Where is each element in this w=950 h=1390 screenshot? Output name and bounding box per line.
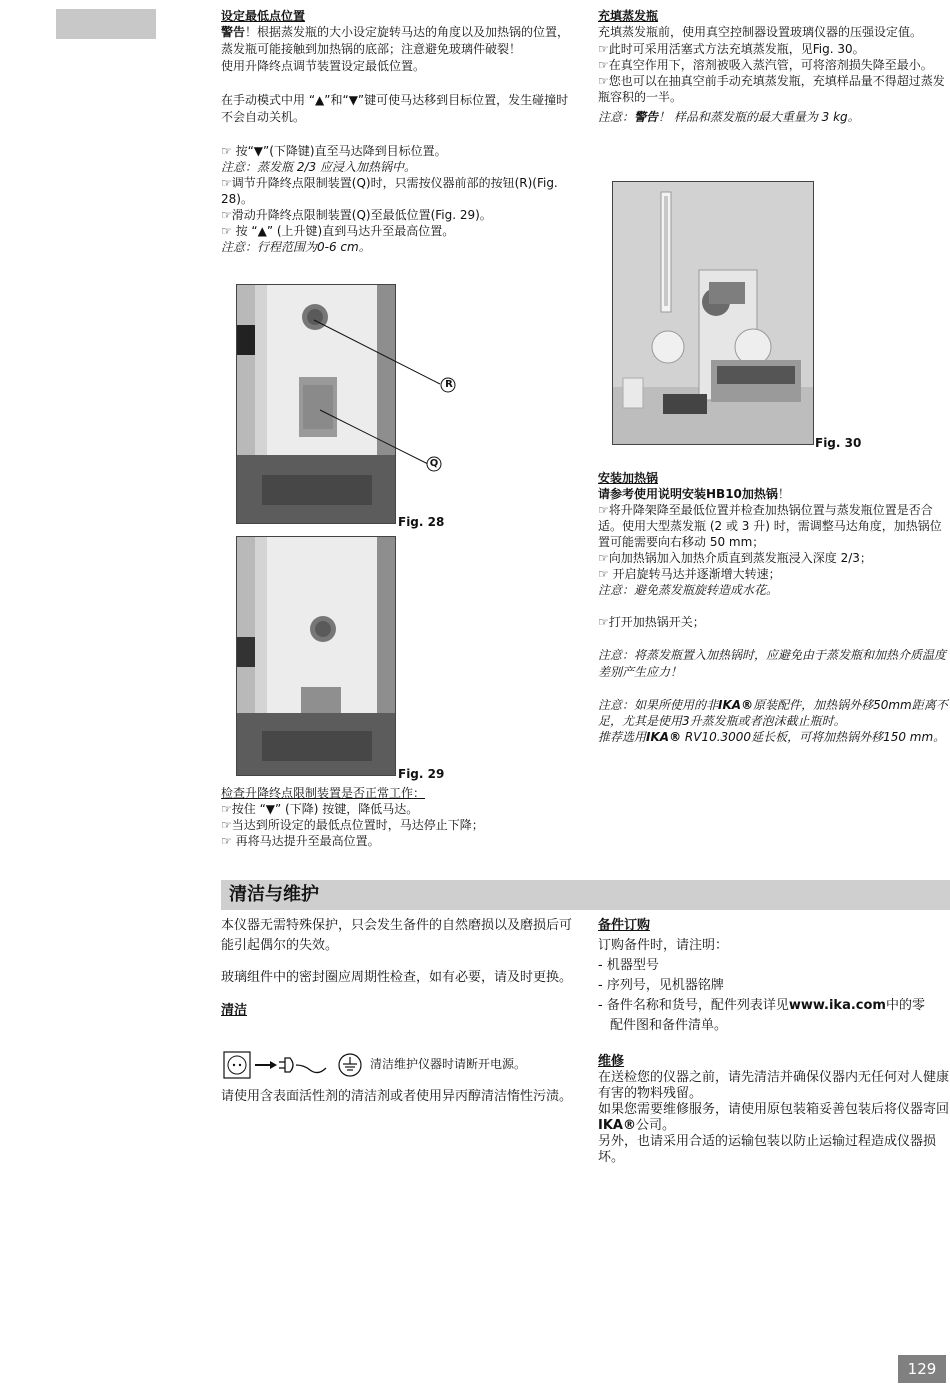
parts-item-name: - 备件名称和货号，配件列表详见www.ika.com中的零: [598, 998, 925, 1013]
header-tab: [56, 9, 156, 39]
fill-intro: 充填蒸发瓶前，使用真空控制器设置玻璃仪器的压强设定值。: [598, 25, 923, 39]
heater-bullet-4: ☞打开加热锅开关；: [598, 615, 705, 629]
maintenance-intro: 本仪器无需特殊保护，只会发生备件的自然磨损以及磨损后可能引起偶尔的失效。: [221, 918, 573, 953]
fig29-label: Fig. 29: [398, 767, 445, 781]
section-header-bar: [221, 880, 950, 910]
heater-note-stress: 注意：将蒸发瓶置入加热锅时，应避免由于蒸发瓶和加热介质温度差别产生应力！: [598, 648, 947, 679]
heading-repair: 维修: [598, 1054, 625, 1069]
step-slide: ☞滑动升降终点限制装置(Q)至最低位置(Fig. 29)。: [221, 208, 492, 222]
fig28-callouts: [300, 300, 460, 480]
heater-subheading: 请参考使用说明安装HB10加热锅！: [598, 487, 790, 501]
check-block: [221, 785, 581, 849]
repair-block: [598, 1054, 950, 1166]
fig29-photo: [236, 536, 396, 776]
cleaning-text: 请使用含表面活性剂的清洁剂或者使用异丙醇清洁惰性污渍。: [221, 1089, 573, 1104]
heading-install-heater: 安装加热锅: [598, 471, 659, 485]
fig30-label: Fig. 30: [815, 436, 862, 450]
heater-note-offset: 注意：如果所使用的非IKA®原装配件，加热锅外移50mm距离不足，尤其是使用3升蒸发瓶或者泡沫截止瓶时。: [598, 698, 948, 728]
fig28-label: Fig. 28: [398, 515, 445, 529]
cleaning-text-block: [221, 1088, 581, 1105]
heading-cleaning: 清洁: [221, 1003, 248, 1018]
warning-paragraph: 警告！根据蒸发瓶的大小设定旋转马达的角度以及加热锅的位置，蒸发瓶可能接触到加热锅的底部；注意避免玻璃件破裂！: [221, 25, 570, 56]
step-adjust: ☞调节升降终点限制装置(Q)时，只需按仪器前部的按钮(R)(Fig. 28)。: [221, 176, 558, 206]
manual-mode-text: 在手动模式中用 “▲”和“▼”键可使马达移到目标位置，发生碰撞时不会自动关机。: [221, 93, 569, 124]
step-down: ☞ 按“▼”(下降键)直至马达降到目标位置。: [221, 144, 447, 158]
section-title: 清洁与维护: [229, 884, 319, 905]
heading-fill-flask: 充填蒸发瓶: [598, 9, 659, 23]
right-column: [598, 8, 950, 125]
heater-bullet-3: ☞ 开启旋转马达并逐渐增大转速；: [598, 567, 781, 581]
fig29-device-illustration: [237, 537, 395, 775]
unplug-symbol-icon: [222, 1050, 367, 1080]
fill-bullet-2: ☞在真空作用下，溶剂被吸入蒸汽管，可将溶剂损失降至最小。: [598, 58, 933, 72]
fig28-callout-q: Q: [429, 458, 439, 469]
heater-note-splash: 注意：避免蒸发瓶旋转造成水花。: [598, 583, 779, 597]
page-number: 129: [898, 1355, 946, 1383]
check-step-2: ☞当达到所设定的最低点位置时，马达停止下降；: [221, 818, 484, 832]
heading-min-position: 设定最低点位置: [221, 9, 306, 23]
heater-note-recommend: 推荐选用IKA® RV10.3000延长板，可将加热锅外移150 mm。: [598, 730, 946, 744]
heater-block: [598, 470, 950, 745]
fill-note: 注意：警告！ 样品和蒸发瓶的最大重量为 3 kg。: [598, 110, 860, 124]
maintenance-right: [598, 916, 950, 1036]
maintenance-left: [221, 916, 576, 1020]
power-disconnect-note: 清洁维护仪器时请断开电源。: [370, 1057, 527, 1071]
repair-text-1: 在送检您的仪器之前，请先清洁并确保仪器内无任何对人健康有害的物料残留。: [598, 1070, 950, 1101]
fig30-rotary-evaporator-illustration: [613, 182, 813, 444]
heater-bullet-2: ☞向加热锅加入加热介质直到蒸发瓶浸入深度 2/3；: [598, 551, 872, 565]
heading-spare-parts: 备件订购: [598, 918, 651, 933]
check-step-3: ☞ 再将马达提升至最高位置。: [221, 834, 380, 848]
parts-intro: 订购备件时，请注明：: [598, 938, 729, 953]
repair-text-2: 如果您需要维修服务，请使用原包装箱妥善包装后将仪器寄回IKA®公司。: [598, 1102, 950, 1133]
heater-bullet-1: ☞将升降架降至最低位置并检查加热锅位置与蒸发瓶位置是否合适。使用大型蒸发瓶 (2 或 3 升) 时，需调整马达角度，加热锅位置可能需要向右移动 50 mm；: [598, 503, 942, 549]
fill-bullet-3: ☞您也可以在抽真空前手动充填蒸发瓶，充填样品量不得超过蒸发瓶容积的一半。: [598, 74, 945, 104]
use-limit-line: 使用升降终点调节装置设定最低位置。: [221, 59, 426, 73]
fig30-photo: [612, 181, 814, 445]
fill-bullet-1: ☞此时可采用活塞式方法充填蒸发瓶，见Fig. 30。: [598, 42, 865, 56]
parts-item-name-cont: 配件图和备件清单。: [610, 1018, 728, 1033]
repair-text-3: 另外，也请采用合适的运输包装以防止运输过程造成仪器损坏。: [598, 1134, 937, 1165]
left-column: [221, 8, 576, 255]
parts-item-serial: - 序列号，见机器铭牌: [598, 978, 724, 993]
check-heading: 检查升降终点限制装置是否正常工作：: [221, 786, 426, 800]
check-step-1: ☞按住 “▼” (下降) 按键，降低马达。: [221, 802, 419, 816]
note-travel-range: 注意：行程范围为0-6 cm。: [221, 240, 371, 254]
fig28-callout-r: R: [445, 379, 453, 390]
parts-item-model: - 机器型号: [598, 958, 659, 973]
note-immersion: 注意：蒸发瓶 2/3 应浸入加热锅中。: [221, 160, 416, 174]
seal-check-text: 玻璃组件中的密封圈应周期性检查，如有必要，请及时更换。: [221, 970, 573, 985]
step-up: ☞ 按 “▲” (上升键)直到马达升至最高位置。: [221, 224, 455, 238]
